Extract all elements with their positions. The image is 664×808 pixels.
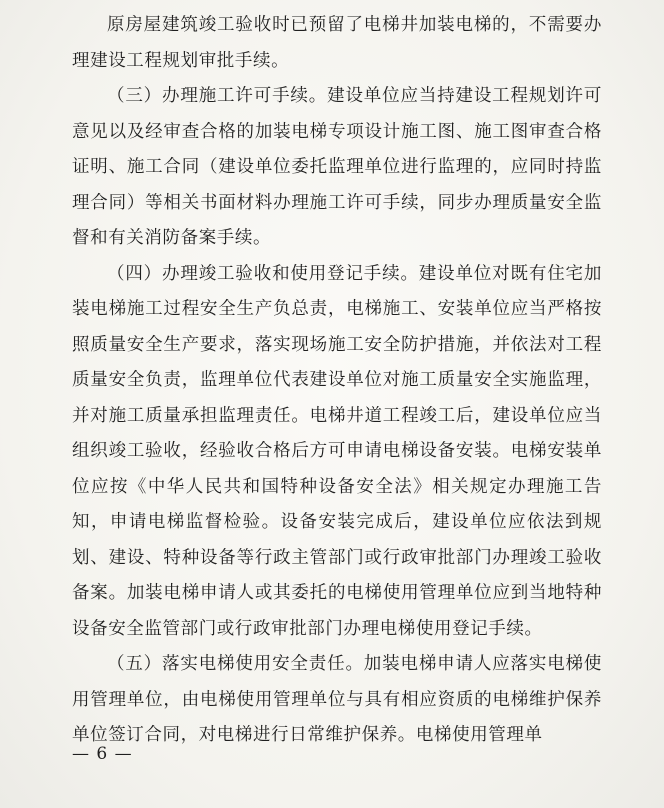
page-number: — 6 — [72,744,133,764]
paragraph-elevator-safety: （五）落实电梯使用安全责任。加装电梯申请人应落实电梯使用管理单位，由电梯使用管理单位与具有相应资质的电梯维护保养单位签订合同，对电梯进行日常维护保养。电梯使用管理单 [72,654,602,745]
paragraph-construction-permit: （三）办理施工许可手续。建设单位应当持建设工程规划许可意见以及经审查合格的加装电梯专项设计施工图、施工图审查合格证明、施工合同（建设单位委托监理单位进行监理的，应同时持监理合同）等相关书面材料办理施工许可手续，同步办理质量安全监督和有关消防备案手续。 [72,86,602,248]
document-body [72,8,602,754]
paragraph-completion-acceptance: （四）办理竣工验收和使用登记手续。建设单位对既有住宅加装电梯施工过程安全生产负总责，电梯施工、安装单位应当严格按照质量安全生产要求，落实现场施工安全防护措施，并依法对工程质量安全负责，监理单位代表建设单位对施工质量安全实施监理，并对施工质量承担监理责任。电梯井道工程竣工后，建设单位应当组织竣工验收，经验收合格后方可申请电梯设备安装。电梯安装单位应按《中华人民共和国特种设备安全法》相关规定办理施工告知，申请电梯监督检验。设备安装完成后，建设单位应依法到规划、建设、特种设备等行政主管部门或行政审批部门办理竣工验收备案。加装电梯申请人或其委托的电梯使用管理单位应到当地特种设备安全监管部门或行政审批部门办理电梯使用登记手续。 [72,263,602,639]
paragraph-continuation: 原房屋建筑竣工验收时已预留了电梯井加装电梯的，不需要办理建设工程规划审批手续。 [72,15,602,71]
